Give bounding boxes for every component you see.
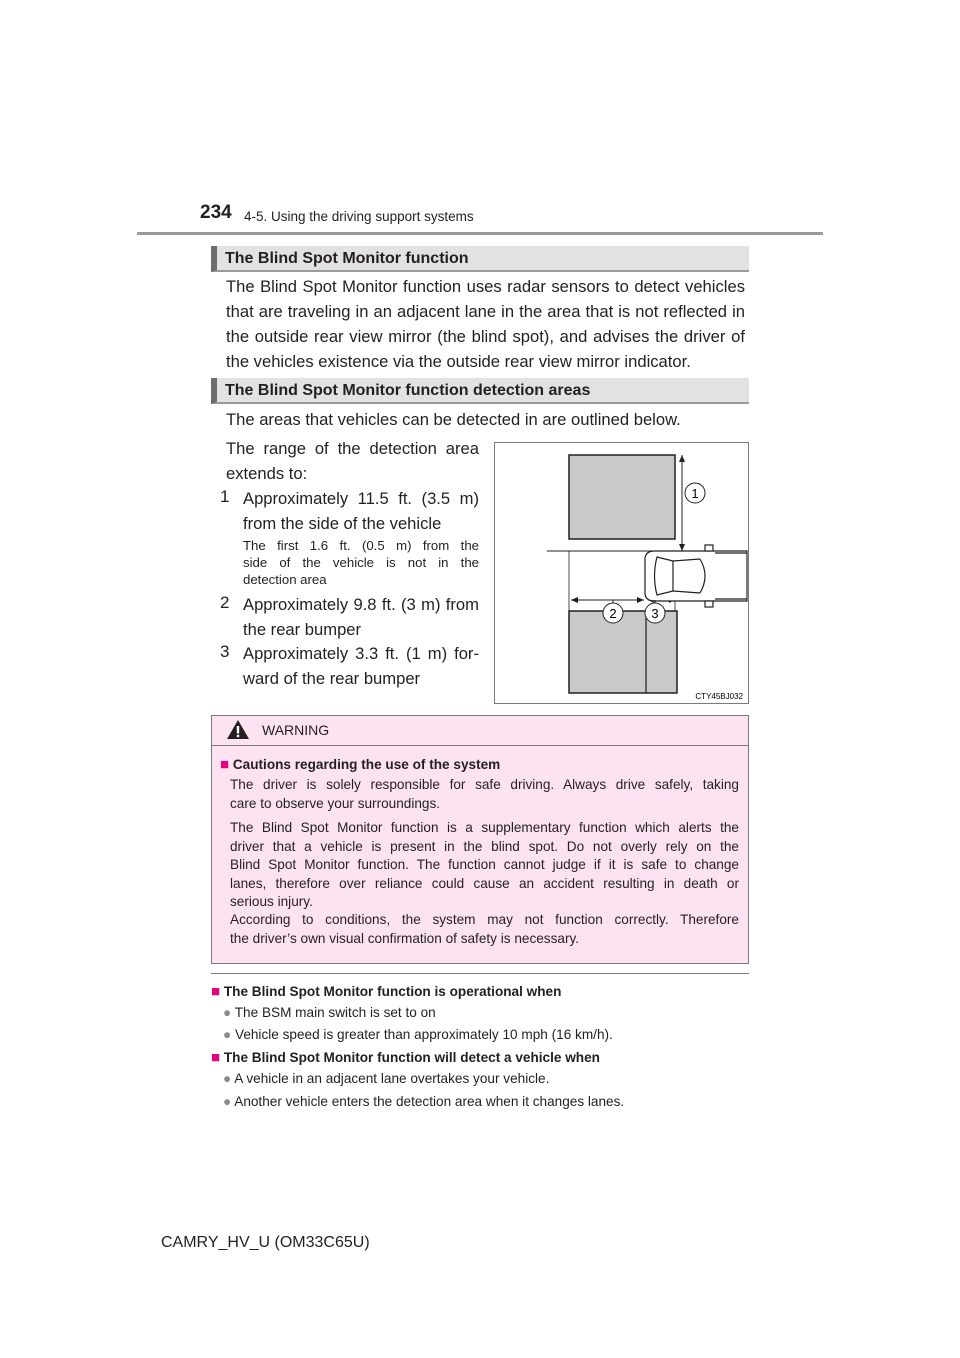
header-rule xyxy=(137,232,823,235)
section-heading-detection-areas xyxy=(211,378,749,404)
note-heading-2 xyxy=(211,1049,600,1067)
warning-paragraph-3 xyxy=(230,911,739,948)
range-line: extends to: xyxy=(226,464,308,483)
item-2-text xyxy=(243,592,479,642)
note-line: detection area xyxy=(243,572,327,587)
warning-header xyxy=(212,716,748,746)
paragraph-line: the outside rear view mirror (the blind spot), and advises the driver of xyxy=(226,327,745,346)
note-line: The first 1.6 ft. (0.5 m) from the xyxy=(243,538,479,553)
warning-heading xyxy=(220,756,500,775)
section-heading-text: The Blind Spot Monitor function xyxy=(225,250,469,267)
note-bullet-text: The BSM main switch is set to on xyxy=(234,1005,436,1020)
warning-box xyxy=(211,715,749,964)
square-bullet-icon: ■ xyxy=(211,1049,221,1066)
warning-line: serious injury. xyxy=(230,894,313,909)
range-line: The range of the detection area xyxy=(226,439,479,458)
paragraph-line: the vehicles existence via the outside rear view mirror indicator. xyxy=(226,352,691,371)
note-bullet-text: Vehicle speed is greater than approximately 10 mph (16 km/h). xyxy=(235,1027,613,1042)
warning-triangle-icon xyxy=(226,719,250,740)
item-line: Approximately 9.8 ft. (3 m) from xyxy=(243,595,479,614)
callout-1: 1 xyxy=(691,486,699,501)
section-heading-blind-spot-monitor xyxy=(211,246,749,272)
section-heading-text: The Blind Spot Monitor function detection areas xyxy=(225,382,591,399)
warning-line: The Blind Spot Monitor function is a supplementary function which alerts the xyxy=(230,820,739,835)
item-line: the rear bumper xyxy=(243,620,362,639)
item-1-text xyxy=(243,486,479,536)
warning-line: care to observe your surroundings. xyxy=(230,795,441,811)
callout-2: 2 xyxy=(609,606,617,621)
note-bullet-text: A vehicle in an adjacent lane overtakes your vehicle. xyxy=(234,1071,550,1086)
note-heading-1 xyxy=(211,983,561,1001)
note-bullet-text: Another vehicle enters the detection area when it changes lanes. xyxy=(234,1094,625,1109)
dot-bullet-icon: ● xyxy=(223,1071,232,1086)
warning-line: lanes, therefore over reliance could cause an accident resulting in death or xyxy=(230,875,739,891)
warning-body xyxy=(212,746,748,963)
chapter-title: 4-5. Using the driving support systems xyxy=(244,209,474,224)
note-bullet xyxy=(223,1004,436,1022)
square-bullet-icon: ■ xyxy=(220,756,230,773)
detection-area-diagram xyxy=(495,443,748,703)
note-heading-text: The Blind Spot Monitor function will detect a vehicle when xyxy=(223,1050,600,1065)
warning-heading-text: Cautions regarding the use of the system xyxy=(232,757,501,772)
item-number-1: 1 xyxy=(220,487,230,506)
item-line: Approximately 3.3 ft. (1 m) for- xyxy=(243,644,479,663)
warning-paragraph-1 xyxy=(230,776,739,813)
range-text xyxy=(226,436,479,486)
note-bullet xyxy=(223,1070,549,1088)
warning-line: driver that a vehicle is present in the blind spot. Do not overly rely on the xyxy=(230,838,739,854)
square-bullet-icon: ■ xyxy=(211,983,221,1000)
warning-line: Blind Spot Monitor function. The function cannot judge if it is safe to change xyxy=(230,857,739,872)
dot-bullet-icon: ● xyxy=(223,1094,232,1109)
notes-divider xyxy=(211,973,749,974)
page-number: 234 xyxy=(200,202,232,223)
paragraph-line: that are traveling in an adjacent lane in the area that is not reflected in xyxy=(226,302,745,321)
item-number-2: 2 xyxy=(220,593,230,612)
detection-intro: The areas that vehicles can be detected in are outlined below. xyxy=(226,410,681,429)
car-icon xyxy=(645,545,747,607)
warning-line: According to conditions, the system may not function correctly. Therefore xyxy=(230,912,739,927)
footer-model-code: CAMRY_HV_U (OM33C65U) xyxy=(161,1234,370,1251)
figure-code: CTY45BJ032 xyxy=(695,692,743,701)
item-number-3: 3 xyxy=(220,642,230,661)
callout-3: 3 xyxy=(651,606,659,621)
dot-bullet-icon: ● xyxy=(223,1005,232,1020)
dot-bullet-icon: ● xyxy=(223,1027,232,1042)
section1-paragraph xyxy=(226,274,745,374)
item-line: from the side of the vehicle xyxy=(243,514,442,533)
note-line: side of the vehicle is not in the xyxy=(243,555,479,570)
item-line: ward of the rear bumper xyxy=(243,669,421,688)
note-heading-text: The Blind Spot Monitor function is operational when xyxy=(223,984,562,999)
item-1-note xyxy=(243,537,479,588)
warning-line: The driver is solely responsible for safe driving. Always drive safely, taking xyxy=(230,777,739,792)
item-3-text xyxy=(243,641,479,691)
detection-area-figure xyxy=(494,442,749,704)
item-line: Approximately 11.5 ft. (3.5 m) xyxy=(243,489,479,508)
paragraph-line: The Blind Spot Monitor function uses radar sensors to detect vehicles xyxy=(226,277,745,296)
note-bullet xyxy=(223,1093,624,1111)
warning-line: the driver’s own visual confirmation of safety is necessary. xyxy=(230,930,580,946)
note-bullet xyxy=(223,1026,613,1044)
warning-paragraph-2 xyxy=(230,819,739,912)
warning-title: WARNING xyxy=(262,722,330,738)
